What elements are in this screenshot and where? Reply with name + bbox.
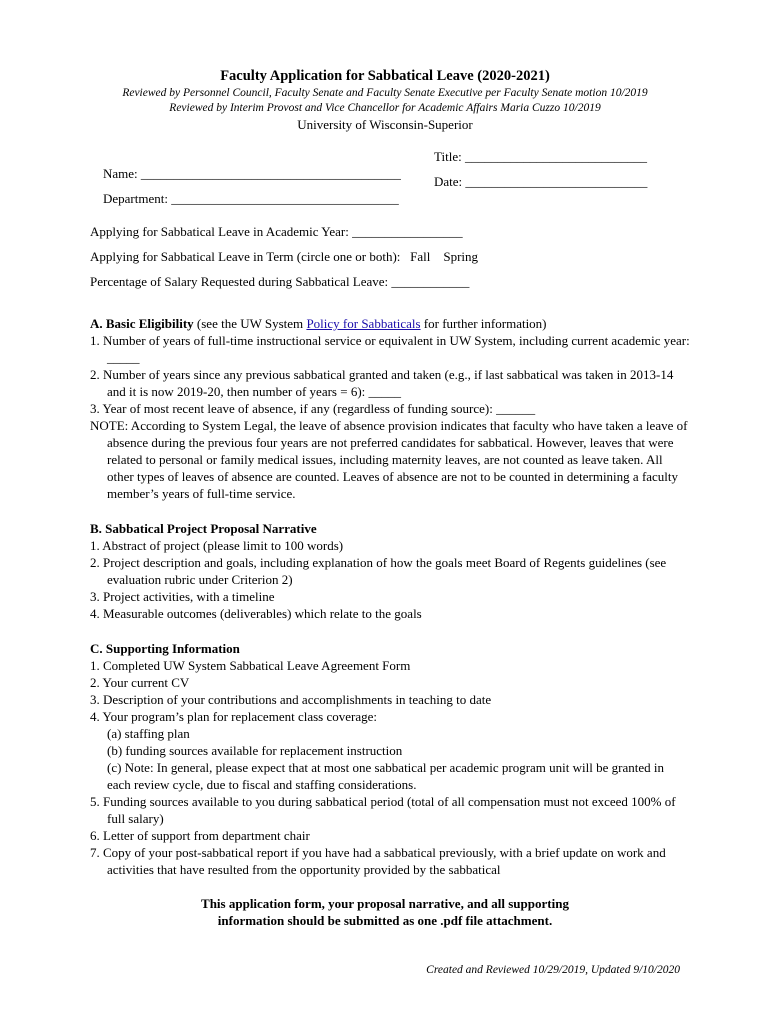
list-item: 4. Measurable outcomes (deliverables) which relate to the goals: [90, 606, 422, 621]
section-a-heading: [90, 315, 690, 332]
section-a-heading-pre: (see the UW System: [193, 316, 307, 331]
policy-for-sabbaticals-link[interactable]: Policy for Sabbaticals: [306, 316, 421, 331]
list-item: 5. Funding sources available to you during sabbatical period (total of all compensation must not exceed 100% of full salary): [90, 794, 676, 826]
section-c-title: C. Supporting Information: [90, 641, 240, 656]
sub-list-item: (c) Note: In general, please expect that at most one sabbatical per academic program unit will be granted in each review cycle, due to fiscal and staffing considerations.: [107, 760, 664, 792]
list-item: 2. Number of years since any previous sabbatical granted and taken (e.g., if last sabbatical was taken in 2013-14 and it is now 2019-20, then number of years = 6): _____: [90, 367, 674, 399]
list-item: 4. Your program’s plan for replacement class coverage:: [90, 709, 377, 724]
list-item: 1. Abstract of project (please limit to 100 words): [90, 538, 344, 553]
term-row: [90, 248, 690, 265]
list-item: 3. Year of most recent leave of absence, if any (regardless of funding source): ______: [90, 401, 536, 416]
revision-footer: Created and Reviewed 10/29/2019, Updated 9/10/2020: [426, 964, 680, 976]
list-item: 1. Number of years of full-time instructional service or equivalent in UW System, including current academic year: _____: [90, 333, 690, 365]
eligibility-note: NOTE: According to System Legal, the leave of absence provision indicates that faculty who have taken a leave of absence during the previous four years are not preferred candidates for sabbatical. However, leaves that were related to personal or family medical issues, including maternity leaves, are not counted as leave taken. All other types of leaves of absence are counted. Leaves of absence are not to be counted in determining a faculty member’s years of full-time service.: [90, 418, 688, 501]
list-item: 6. Letter of support from department chair: [90, 828, 310, 843]
document-header: [0, 66, 770, 133]
name-field[interactable]: Name: ________________________________________: [103, 166, 401, 181]
sub-list-item: (a) staffing plan: [107, 726, 190, 741]
section-basic-eligibility: [90, 315, 690, 502]
list-item: 3. Description of your contributions and accomplishments in teaching to date: [90, 692, 492, 707]
section-b-title: B. Sabbatical Project Proposal Narrative: [90, 521, 317, 536]
section-b-heading: [90, 520, 690, 537]
section-a-title: A. Basic Eligibility: [90, 316, 194, 331]
university-name: University of Wisconsin-Superior: [297, 117, 473, 132]
page-title: Faculty Application for Sabbatical Leave (2020-2021): [220, 68, 550, 84]
term-spring-option[interactable]: Spring: [443, 249, 479, 264]
submission-line-2: information should be submitted as one .pdf file attachment.: [217, 913, 553, 928]
submission-instructions: [0, 895, 770, 929]
list-item: 2. Your current CV: [90, 675, 190, 690]
review-line-1: Reviewed by Personnel Council, Faculty Senate and Faculty Senate Executive per Faculty Senate motion 10/2019: [122, 87, 648, 99]
list-item: 1. Completed UW System Sabbatical Leave Agreement Form: [90, 658, 411, 673]
term-label: Applying for Sabbatical Leave in Term (circle one or both):: [90, 249, 401, 264]
department-field[interactable]: Department: ___________________________________: [103, 191, 399, 206]
salary-field[interactable]: Percentage of Salary Requested during Sabbatical Leave: ____________: [90, 274, 470, 289]
review-line-2: Reviewed by Interim Provost and Vice Chancellor for Academic Affairs Maria Cuzzo 10/2019: [169, 102, 601, 114]
list-item: 7. Copy of your post-sabbatical report if you have had a sabbatical previously, with a brief update on work and activities that have resulted from the opportunity provided by the sabbatical: [90, 845, 666, 877]
section-project-proposal: [90, 520, 690, 622]
academic-year-field[interactable]: Applying for Sabbatical Leave in Academic Year: _________________: [90, 224, 463, 239]
date-field[interactable]: Date: ____________________________: [434, 174, 648, 189]
section-a-heading-post: for further information): [420, 316, 547, 331]
list-item: 3. Project activities, with a timeline: [90, 589, 275, 604]
title-field[interactable]: Title: ____________________________: [434, 149, 647, 164]
list-item: 2. Project description and goals, including explanation of how the goals meet Board of Regents guidelines (see evaluation rubric under Criterion 2): [90, 555, 667, 587]
section-supporting-information: [90, 640, 690, 878]
term-fall-option[interactable]: Fall: [410, 249, 431, 264]
section-c-heading: [90, 640, 690, 657]
submission-line-1: This application form, your proposal narrative, and all supporting: [201, 896, 569, 911]
sub-list-item: (b) funding sources available for replacement instruction: [107, 743, 403, 758]
